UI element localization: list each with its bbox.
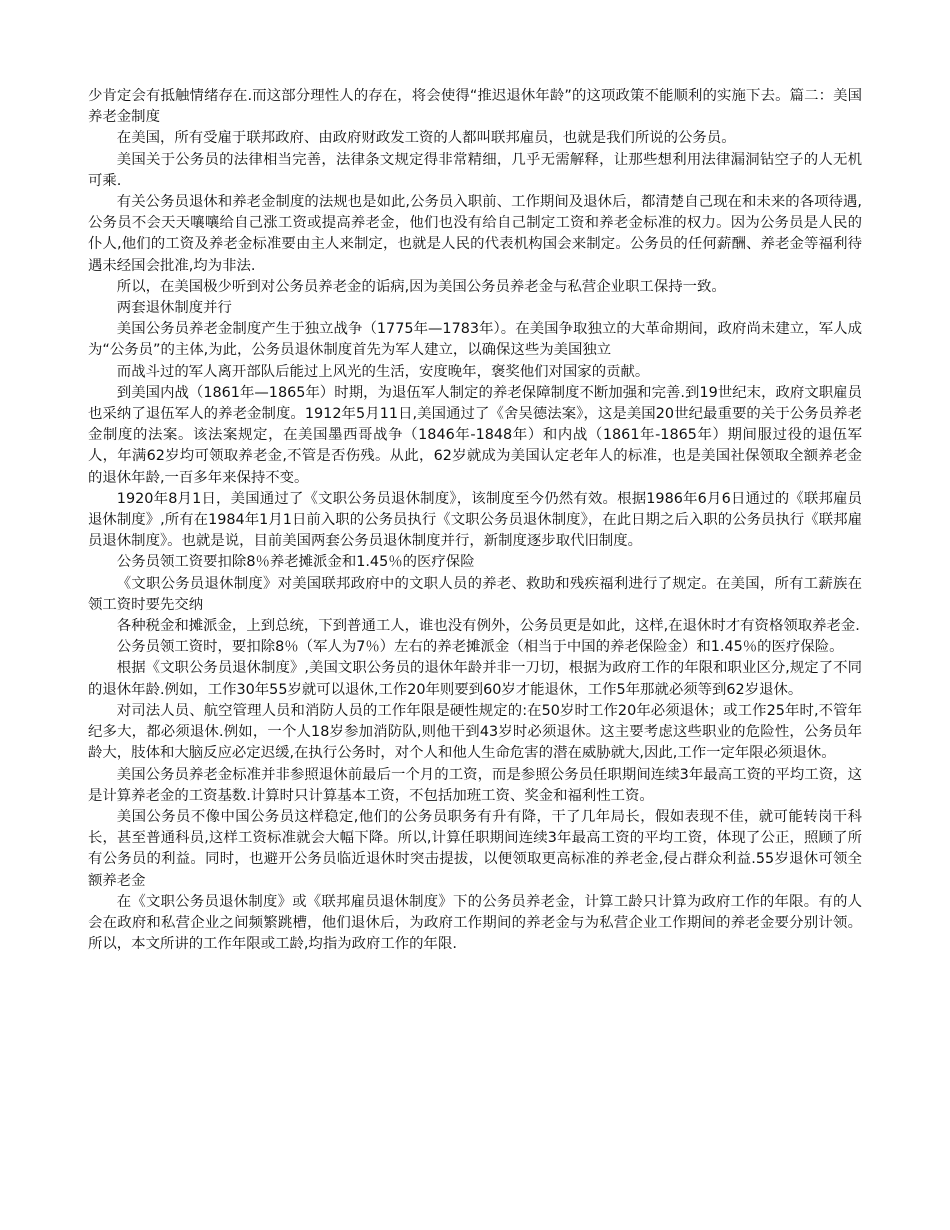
paragraph: 1920年8月1日，美国通过了《文职公务员退休制度》，该制度至今仍然有效。根据1986年6月6日通过的《联邦雇员退休制度》,所有在1984年1月1日前入职的公务员执行《文职公务员退休制度》，在此日期之后入职的公务员执行《联邦雇员退休制度》。也就是说，目前美国两套公务员退休制度并行，新制度逐步取代旧制度。	[88, 490, 862, 550]
paragraph: 公务员领工资时，要扣除8％（军人为7％）左右的养老摊派金（相当于中国的养老保险金）和1.45％的医疗保险。	[116, 639, 844, 656]
paragraph: 在《文职公务员退休制度》或《联邦雇员退休制度》下的公务员养老金，计算工龄只计算为政府工作的年限。有的人会在政府和私营企业之间频繁跳槽，他们退休后，为政府工作期间的养老金与为私营企业工作期间的养老金要分别计领。所以，本文所讲的工作年限或工龄,均指为政府工作的年限.	[88, 893, 862, 953]
paragraph: 美国公务员不像中国公务员这样稳定,他们的公务员职务有升有降，干了几年局长，假如表现不佳，就可能转岗干科长，甚至普通科员,这样工资标准就会大幅下降。所以,计算任职期间连续3年最高工资的平均工资，体现了公正，照顾了所有公务员的利益。同时，也避开公务员临近退休时突击提拔，以便领取更高标准的养老金,侵占群众利益.55岁退休可领全额养老金	[88, 808, 862, 889]
paragraph: 所以，在美国极少听到对公务员养老金的诟病,因为美国公务员养老金与私营企业职工保持一致。	[116, 278, 726, 295]
paragraph: 各种税金和摊派金，上到总统，下到普通工人，谁也没有例外，公务员更是如此，这样,在退休时才有资格领取养老金.	[116, 618, 860, 635]
paragraph: 在美国，所有受雇于联邦政府、由政府财政发工资的人都叫联邦雇员，也就是我们所说的公务员。	[116, 130, 736, 147]
paragraph: 而战斗过的军人离开部队后能过上风光的生活，安度晚年，褒奖他们对国家的贡献。	[116, 363, 650, 380]
paragraph: 对司法人员、航空管理人员和消防人员的工作年限是硬性规定的:在50岁时工作20年必须退休；或工作25年时,不管年纪多大，都必须退休.例如，一个人18岁参加消防队,则他干到43岁时必须退休。这主要考虑这些职业的危险性，公务员年龄大，肢体和大脑反应必定迟缓,在执行公务时，对个人和他人生命危害的潜在威胁就大,因此,工作一定年限必须退休。	[88, 702, 862, 762]
paragraph: 《文职公务员退休制度》对美国联邦政府中的文职人员的养老、救助和残疾福利进行了规定。在美国，所有工薪族在领工资时要先交纳	[88, 575, 862, 613]
section-heading: 两套退休制度并行	[116, 300, 232, 317]
paragraph: 少肯定会有抵触情绪存在.而这部分理性人的存在，将会使得“推迟退休年龄”的这项政策不能顺利的实施下去。篇二：美国养老金制度	[88, 88, 862, 126]
paragraph: 美国关于公务员的法律相当完善，法律条文规定得非常精细，几乎无需解释，让那些想利用法律漏洞钻空子的人无机可乘.	[88, 151, 862, 189]
paragraph: 有关公务员退休和养老金制度的法规也是如此,公务员入职前、工作期间及退休后，都清楚自己现在和未来的各项待遇,公务员不会天天嚷嚷给自己涨工资或提高养老金，他们也没有给自己制定工资和养老金标准的权力。因为公务员是人民的仆人,他们的工资及养老金标准要由主人来制定，也就是人民的代表机构国会来制定。公务员的任何薪酬、养老金等福利待遇未经国会批准,均为非法.	[88, 194, 862, 274]
paragraph: 美国公务员养老金制度产生于独立战争（1775年—1783年）。在美国争取独立的大革命期间，政府尚未建立，军人成为“公务员”的主体,为此，公务员退休制度首先为军人建立，以确保这些为美国独立	[88, 321, 862, 359]
document-body	[88, 86, 862, 955]
paragraph: 根据《文职公务员退休制度》,美国文职公务员的退休年龄并非一刀切，根据为政府工作的年限和职业区分,规定了不同的退休年龄.例如，工作30年55岁就可以退休,工作20年则要到60岁才能退休，工作5年那就必须等到62岁退休。	[88, 660, 862, 698]
paragraph: 到美国内战（1861年—1865年）时期，为退伍军人制定的养老保障制度不断加强和完善.到19世纪末，政府文职雇员也采纳了退伍军人的养老金制度。1912年5月11日,美国通过了《舍吴德法案》，这是美国20世纪最重要的关于公务员养老金制度的法案。该法案规定，在美国墨西哥战争（1846年-1848年）和内战（1861年-1865年）期间服过役的退伍军人，年满62岁均可领取养老金,不管是否伤残。从此，62岁就成为美国认定老年人的标准，也是美国社保领取全额养老金的退休年龄,一百多年来保持不变。	[88, 384, 862, 486]
paragraph: 美国公务员养老金标准并非参照退休前最后一个月的工资，而是参照公务员任职期间连续3年最高工资的平均工资，这是计算养老金的工资基数.计算时只计算基本工资，不包括加班工资、奖金和福利性工资。	[88, 766, 862, 804]
section-heading: 公务员领工资要扣除8％养老摊派金和1.45％的医疗保险	[116, 554, 475, 571]
